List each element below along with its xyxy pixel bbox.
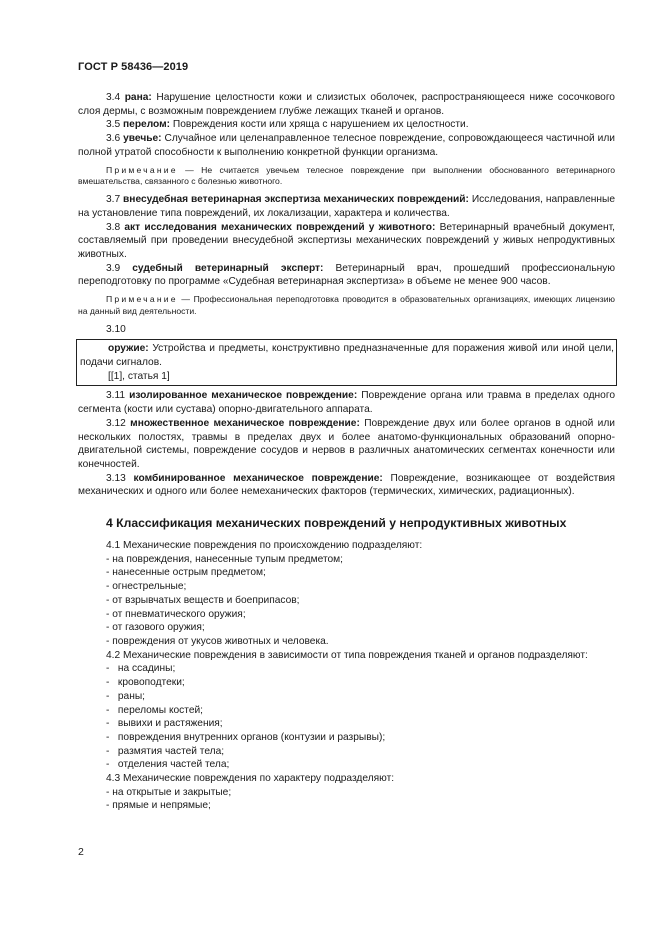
list-item: - от пневматического оружия; <box>78 608 615 622</box>
term: акт исследования механических повреждений у животного: <box>124 221 436 233</box>
term: оружие: <box>108 343 149 355</box>
list-item: - вывихи и растяжения; <box>78 717 615 731</box>
definition-3-5: 3.5 перелом: Повреждения кости или хряща с нарушением их целостности. <box>106 119 469 131</box>
list-item: - огнестрельные; <box>78 580 615 594</box>
clause-4-3: 4.3 Механические повреждения по характеру подразделяют: <box>106 773 395 785</box>
list-item: - повреждения внутренних органов (контузии и разрывы); <box>78 731 615 745</box>
list-4-1 <box>78 553 615 649</box>
definition-3-11: 3.11 изолированное механическое повреждение: Повреждение органа или травма в пределах одного сегмента (кости или сустава) опорно-двигательного аппарата. <box>78 390 615 416</box>
term: перелом: <box>123 119 171 131</box>
page-number: 2 <box>78 846 84 858</box>
definition-3-7: 3.7 внесудебная ветеринарная экспертиза механических повреждений: Исследования, направленные на установление типа повреждений, их локализации, характера и количества. <box>78 194 616 219</box>
term: рана: <box>124 92 152 103</box>
definition-3-6: 3.6 увечье: Случайное или целенаправленное телесное повреждение, сопровождающееся частичной или полной утратой способности к выполнению конкретной функции организма. <box>78 133 615 158</box>
definition-3-8: 3.8 акт исследования механических повреждений у животного: Ветеринарный врачебный документ, составляемый при проведении внесудебной экспертизы механических повреждений у живых непродуктивных животных. <box>78 221 615 260</box>
list-item: - повреждения от укусов животных и человека. <box>78 635 615 649</box>
list-4-2 <box>78 662 615 772</box>
term: комбинированное механическое повреждение: <box>133 472 383 484</box>
list-item: - на открытые и закрытые; <box>78 786 615 800</box>
term: судебный ветеринарный эксперт: <box>132 262 324 274</box>
section-4-heading: 4 Классификация механических повреждений у непродуктивных животных <box>106 516 567 531</box>
citation-ref: [[1], статья 1] <box>108 370 170 382</box>
term: увечье: <box>123 133 162 145</box>
quoted-definition-box <box>76 339 617 386</box>
clause-4-2: 4.2 Механические повреждения в зависимости от типа повреждения тканей и органов подразделяют: <box>106 649 588 661</box>
list-4-3 <box>78 786 615 813</box>
definition-3-4: 3.4 рана: Нарушение целостности кожи и слизистых оболочек, распространяющееся ниже сосочкового слоя дермы, с возможным повреждением глубже лежащих тканей и органов. <box>78 92 615 117</box>
doc-header: ГОСТ Р 58436—2019 <box>78 61 189 73</box>
list-item: - прямые и непрямые; <box>78 799 615 813</box>
definition-3-13: 3.13 комбинированное механическое повреждение: Повреждение, возникающее от воздействия механических и одного или более немеханических факторов (термических, химических, радиационных). <box>78 472 615 498</box>
definition-3-12: 3.12 множественное механическое повреждение: Повреждение двух или более органов в одной или нескольких полостях, травмы в пределах двух и более анатомо-функциональных образований опорно-двигательной системы, повреждение сосудов и нервов в различных анатомических сегментах конечности или конечностей. <box>78 417 615 470</box>
term: множественное механическое повреждение: <box>130 417 360 429</box>
document-body <box>78 91 615 813</box>
list-item: - размятия частей тела; <box>78 745 615 759</box>
term: внесудебная ветеринарная экспертиза механических повреждений: <box>123 194 469 206</box>
list-item: - раны; <box>78 690 615 704</box>
term: изолированное механическое повреждение: <box>129 390 358 402</box>
list-item: - на ссадины; <box>78 662 615 676</box>
definition-3-10: оружие: Устройства и предметы, конструктивно предназначенные для поражения живой или иной цели, подачи сигналов. <box>80 343 614 369</box>
list-item: - на повреждения, нанесенные тупым предметом; <box>78 553 615 567</box>
clause-4-1: 4.1 Механические повреждения по происхождению подразделяют: <box>106 540 423 552</box>
definition-3-9: 3.9 судебный ветеринарный эксперт: Ветеринарный врач, прошедший профессиональную переподготовку по программе «Судебная ветеринарная экспертиза» в объеме не менее 900 часов. <box>78 262 616 288</box>
list-item: - отделения частей тела; <box>78 758 615 772</box>
definition-3-10-number: 3.10 <box>106 323 126 335</box>
list-item: - кровоподтеки; <box>78 676 615 690</box>
note-1: Примечание — Не считается увечьем телесное повреждение при выполнении обоснованного ветеринарного вмешательства, связанного с болезнью животного. <box>78 164 616 187</box>
list-item: - от газового оружия; <box>78 621 615 635</box>
list-item: - переломы костей; <box>78 704 615 718</box>
list-item: - от взрывчатых веществ и боеприпасов; <box>78 594 615 608</box>
note-2: Примечание — Профессиональная переподготовка проводится в образовательных организациях, имеющих лицензию на данный вид деятельности. <box>78 294 615 316</box>
list-item: - нанесенные острым предметом; <box>78 566 615 580</box>
